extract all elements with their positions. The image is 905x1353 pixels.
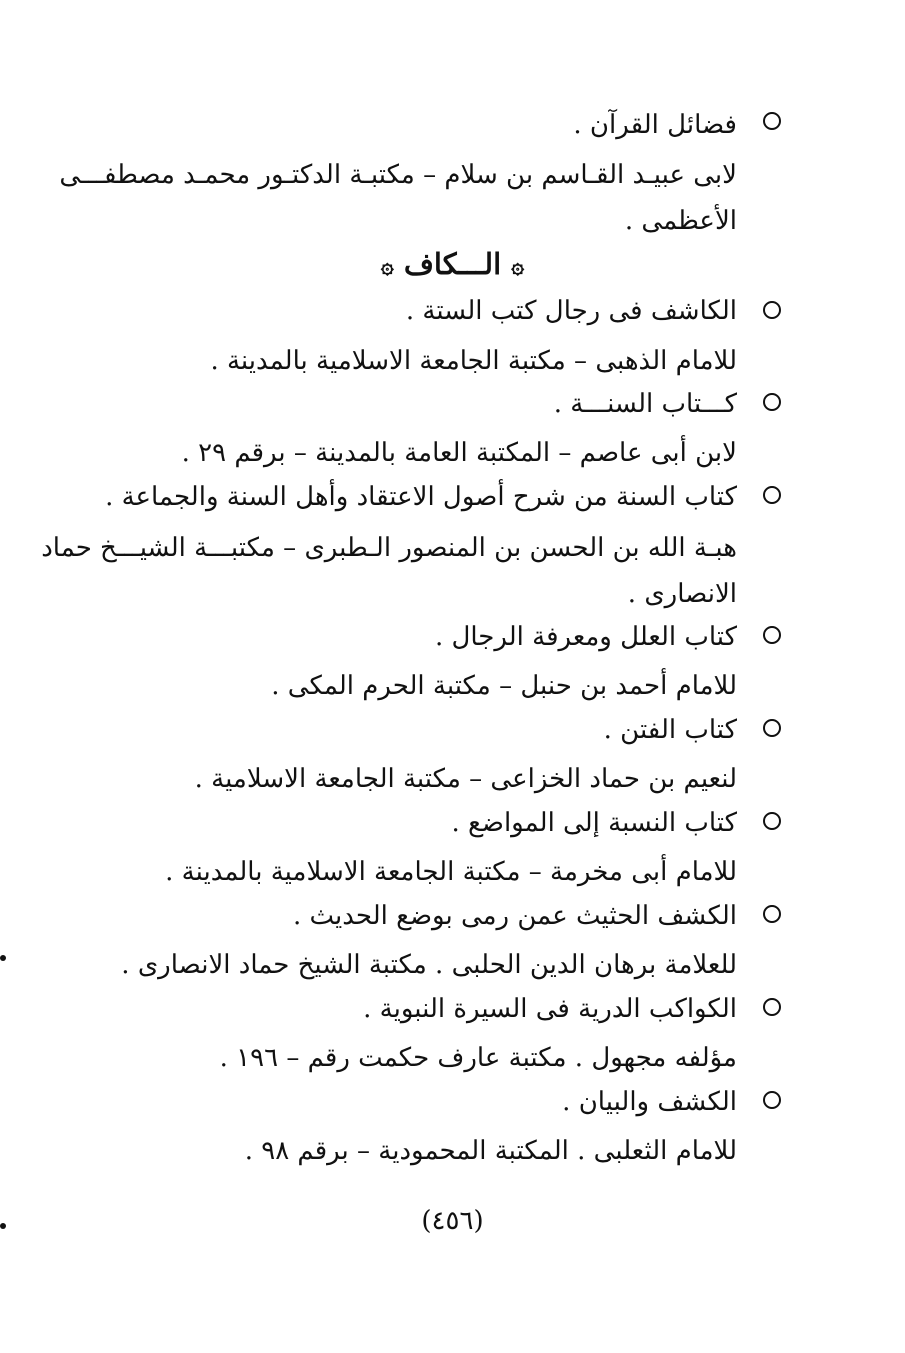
entry-detail: للامام أبى مخرمة – مكتبة الجامعة الاسلامية بالمدينة .	[165, 857, 737, 887]
scan-speck	[0, 1223, 6, 1229]
entry-title: الكاشف فى رجال كتب الستة .	[405, 296, 737, 326]
section-heading-text: الـــكاف	[403, 247, 502, 281]
entry-detail: للامام أحمد بن حنبل – مكتبة الحرم المكى .	[271, 671, 737, 701]
entry-title: الكواكب الدرية فى السيرة النبوية .	[363, 994, 737, 1024]
scan-speck	[0, 955, 6, 961]
entry-title: كتاب السنة من شرح أصول الاعتقاد وأهل السنة والجماعة .	[105, 482, 737, 512]
circle-bullet-icon	[763, 112, 781, 130]
entry-title: فضائل القرآن .	[573, 110, 737, 140]
page-number: (٤٥٦)	[421, 1206, 484, 1236]
section-heading	[0, 247, 905, 281]
entry-detail: الانصارى .	[627, 579, 737, 609]
entry-detail: لابى عبيـد القـاسم بن سلام – مكتبـة الدكتـور محمـد مصطفـــى	[59, 160, 737, 190]
entry-title: الكشف والبيان .	[562, 1087, 737, 1117]
entry-detail: الأعظمى .	[624, 206, 737, 236]
entry-title: الكشف الحثيث عمن رمى بوضع الحديث .	[292, 901, 737, 931]
entry-detail: للامام الثعلبى . المكتبة المحمودية – برقم ٩٨ .	[244, 1136, 737, 1166]
entry-title: كتاب العلل ومعرفة الرجال .	[434, 622, 737, 652]
circle-bullet-icon	[763, 626, 781, 644]
ornament-icon: ۞	[380, 253, 394, 279]
entry-title: كتاب النسبة إلى المواضع .	[451, 808, 737, 838]
circle-bullet-icon	[763, 393, 781, 411]
entry-detail: للعلامة برهان الدين الحلبى . مكتبة الشيخ حماد الانصارى .	[121, 950, 737, 980]
circle-bullet-icon	[763, 1091, 781, 1109]
entry-detail: مؤلفه مجهول . مكتبة عارف حكمت رقم – ١٩٦ .	[219, 1043, 737, 1073]
entry-detail: هبـة الله بن الحسن بن المنصور الـطبرى – مكتبـــة الشيـــخ حماد	[41, 533, 737, 563]
circle-bullet-icon	[763, 301, 781, 319]
circle-bullet-icon	[763, 812, 781, 830]
circle-bullet-icon	[763, 905, 781, 923]
entry-title: كـــتاب السنـــة .	[553, 389, 737, 419]
circle-bullet-icon	[763, 998, 781, 1016]
ornament-icon: ۞	[511, 253, 525, 279]
entry-detail: للامام الذهبى – مكتبة الجامعة الاسلامية بالمدينة .	[210, 346, 737, 376]
circle-bullet-icon	[763, 719, 781, 737]
entry-detail: لابن أبى عاصم – المكتبة العامة بالمدينة – برقم ٢٩ .	[181, 438, 737, 468]
entry-detail: لنعيم بن حماد الخزاعى – مكتبة الجامعة الاسلامية .	[194, 764, 737, 794]
entry-title: كتاب الفتن .	[603, 715, 737, 745]
circle-bullet-icon	[763, 486, 781, 504]
